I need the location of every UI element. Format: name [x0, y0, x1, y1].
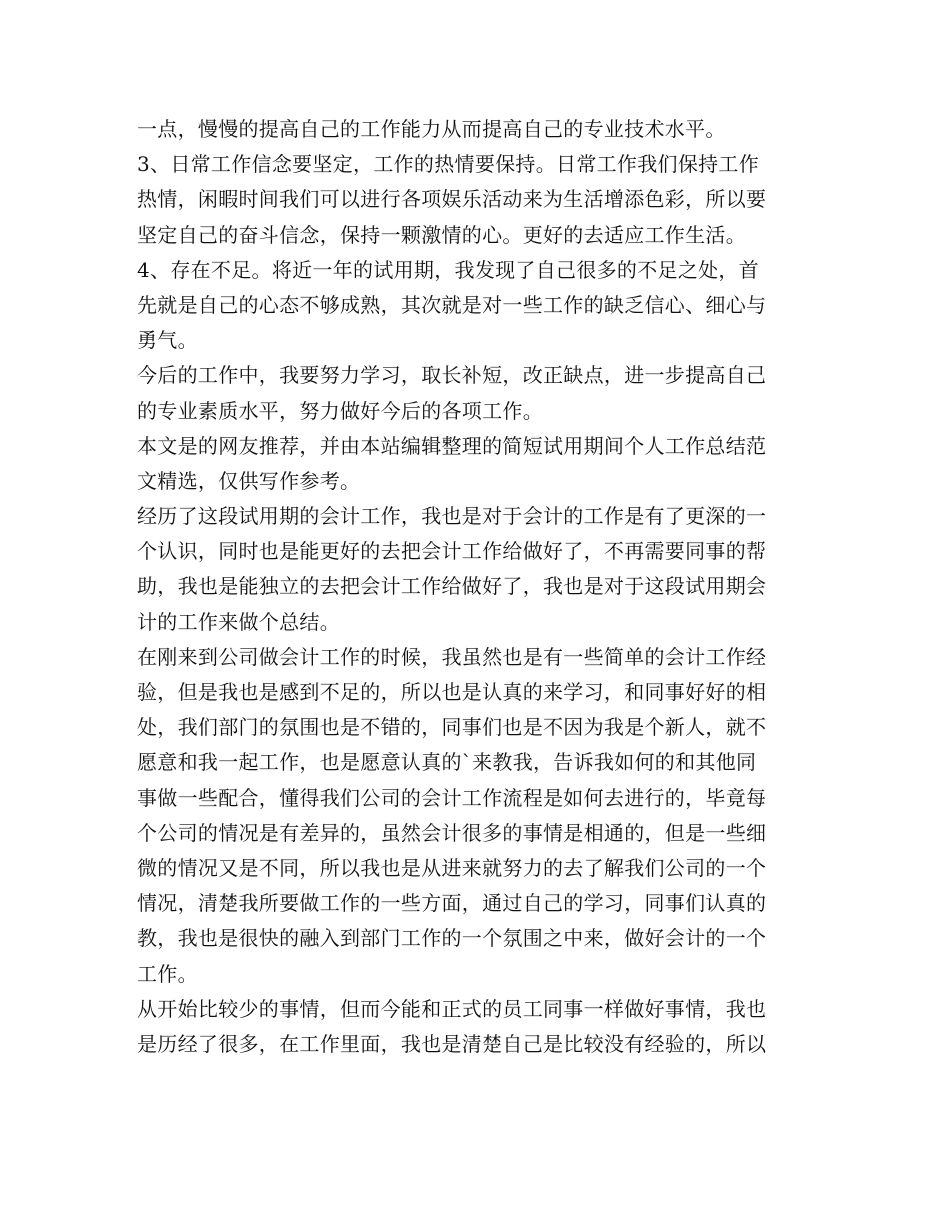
text-line: 今后的工作中，我要努力学习，取长补短，改正缺点，进一步提高自己 — [137, 363, 767, 388]
body-text — [137, 112, 817, 1062]
text-line: 事做一些配合，懂得我们公司的会计工作流程是如何去进行的，毕竟每 — [137, 785, 767, 810]
text-line: 本文是的网友推荐，并由本站编辑整理的简短试用期间个人工作总结范 — [137, 433, 767, 458]
text-line: 先就是自己的心态不够成熟，其次就是对一些工作的缺乏信心、细心与 — [137, 292, 767, 317]
text-line: 从开始比较少的事情，但而今能和正式的员工同事一样做好事情，我也 — [137, 996, 767, 1021]
text-line: 教，我也是很快的融入到部门工作的一个氛围之中来，做好会计的一个 — [137, 926, 767, 951]
text-line: 处，我们部门的氛围也是不错的，同事们也是不因为我是个新人，就不 — [137, 715, 767, 740]
text-line: 愿意和我一起工作，也是愿意认真的`来教我，告诉我如何的和其他同 — [137, 750, 757, 775]
text-line: 3、日常工作信念要坚定，工作的热情要保持。日常工作我们保持工作 — [137, 152, 760, 177]
text-line: 计的工作来做个总结。 — [137, 609, 340, 634]
text-line: 助，我也是能独立的去把会计工作给做好了，我也是对于这段试用期会 — [137, 574, 767, 599]
text-line: 工作。 — [137, 961, 198, 986]
text-line: 是历经了很多，在工作里面，我也是清楚自己是比较没有经验的，所以 — [137, 1031, 767, 1056]
text-line: 情况，清楚我所要做工作的一些方面，通过自己的学习，同事们认真的 — [137, 891, 767, 916]
text-line: 坚定自己的奋斗信念，保持一颗激情的心。更好的去适应工作生活。 — [137, 222, 746, 247]
text-line: 一点，慢慢的提高自己的工作能力从而提高自己的专业技术水平。 — [137, 117, 726, 141]
text-line: 经历了这段试用期的会计工作，我也是对于会计的工作是有了更深的一 — [137, 504, 767, 529]
text-line: 的专业素质水平，努力做好今后的各项工作。 — [137, 398, 543, 423]
text-line: 个公司的情况是有差异的，虽然会计很多的事情是相通的，但是一些细 — [137, 820, 767, 845]
text-line: 4、存在不足。将近一年的试用期，我发现了自己很多的不足之处，首 — [137, 257, 760, 282]
text-line: 文精选，仅供写作参考。 — [137, 468, 361, 493]
text-line: 个认识，同时也是能更好的去把会计工作给做好了，不再需要同事的帮 — [137, 539, 767, 564]
text-line: 勇气。 — [137, 328, 198, 353]
text-line: 在刚来到公司做会计工作的时候，我虽然也是有一些简单的会计工作经 — [137, 644, 767, 669]
text-line: 验，但是我也是感到不足的，所以也是认真的来学习，和同事好好的相 — [137, 680, 767, 704]
text-line: 微的情况又是不同，所以我也是从进来就努力的去了解我们公司的一个 — [137, 855, 767, 880]
text-line: 热情，闲暇时间我们可以进行各项娱乐活动来为生活增添色彩，所以要 — [137, 187, 767, 212]
